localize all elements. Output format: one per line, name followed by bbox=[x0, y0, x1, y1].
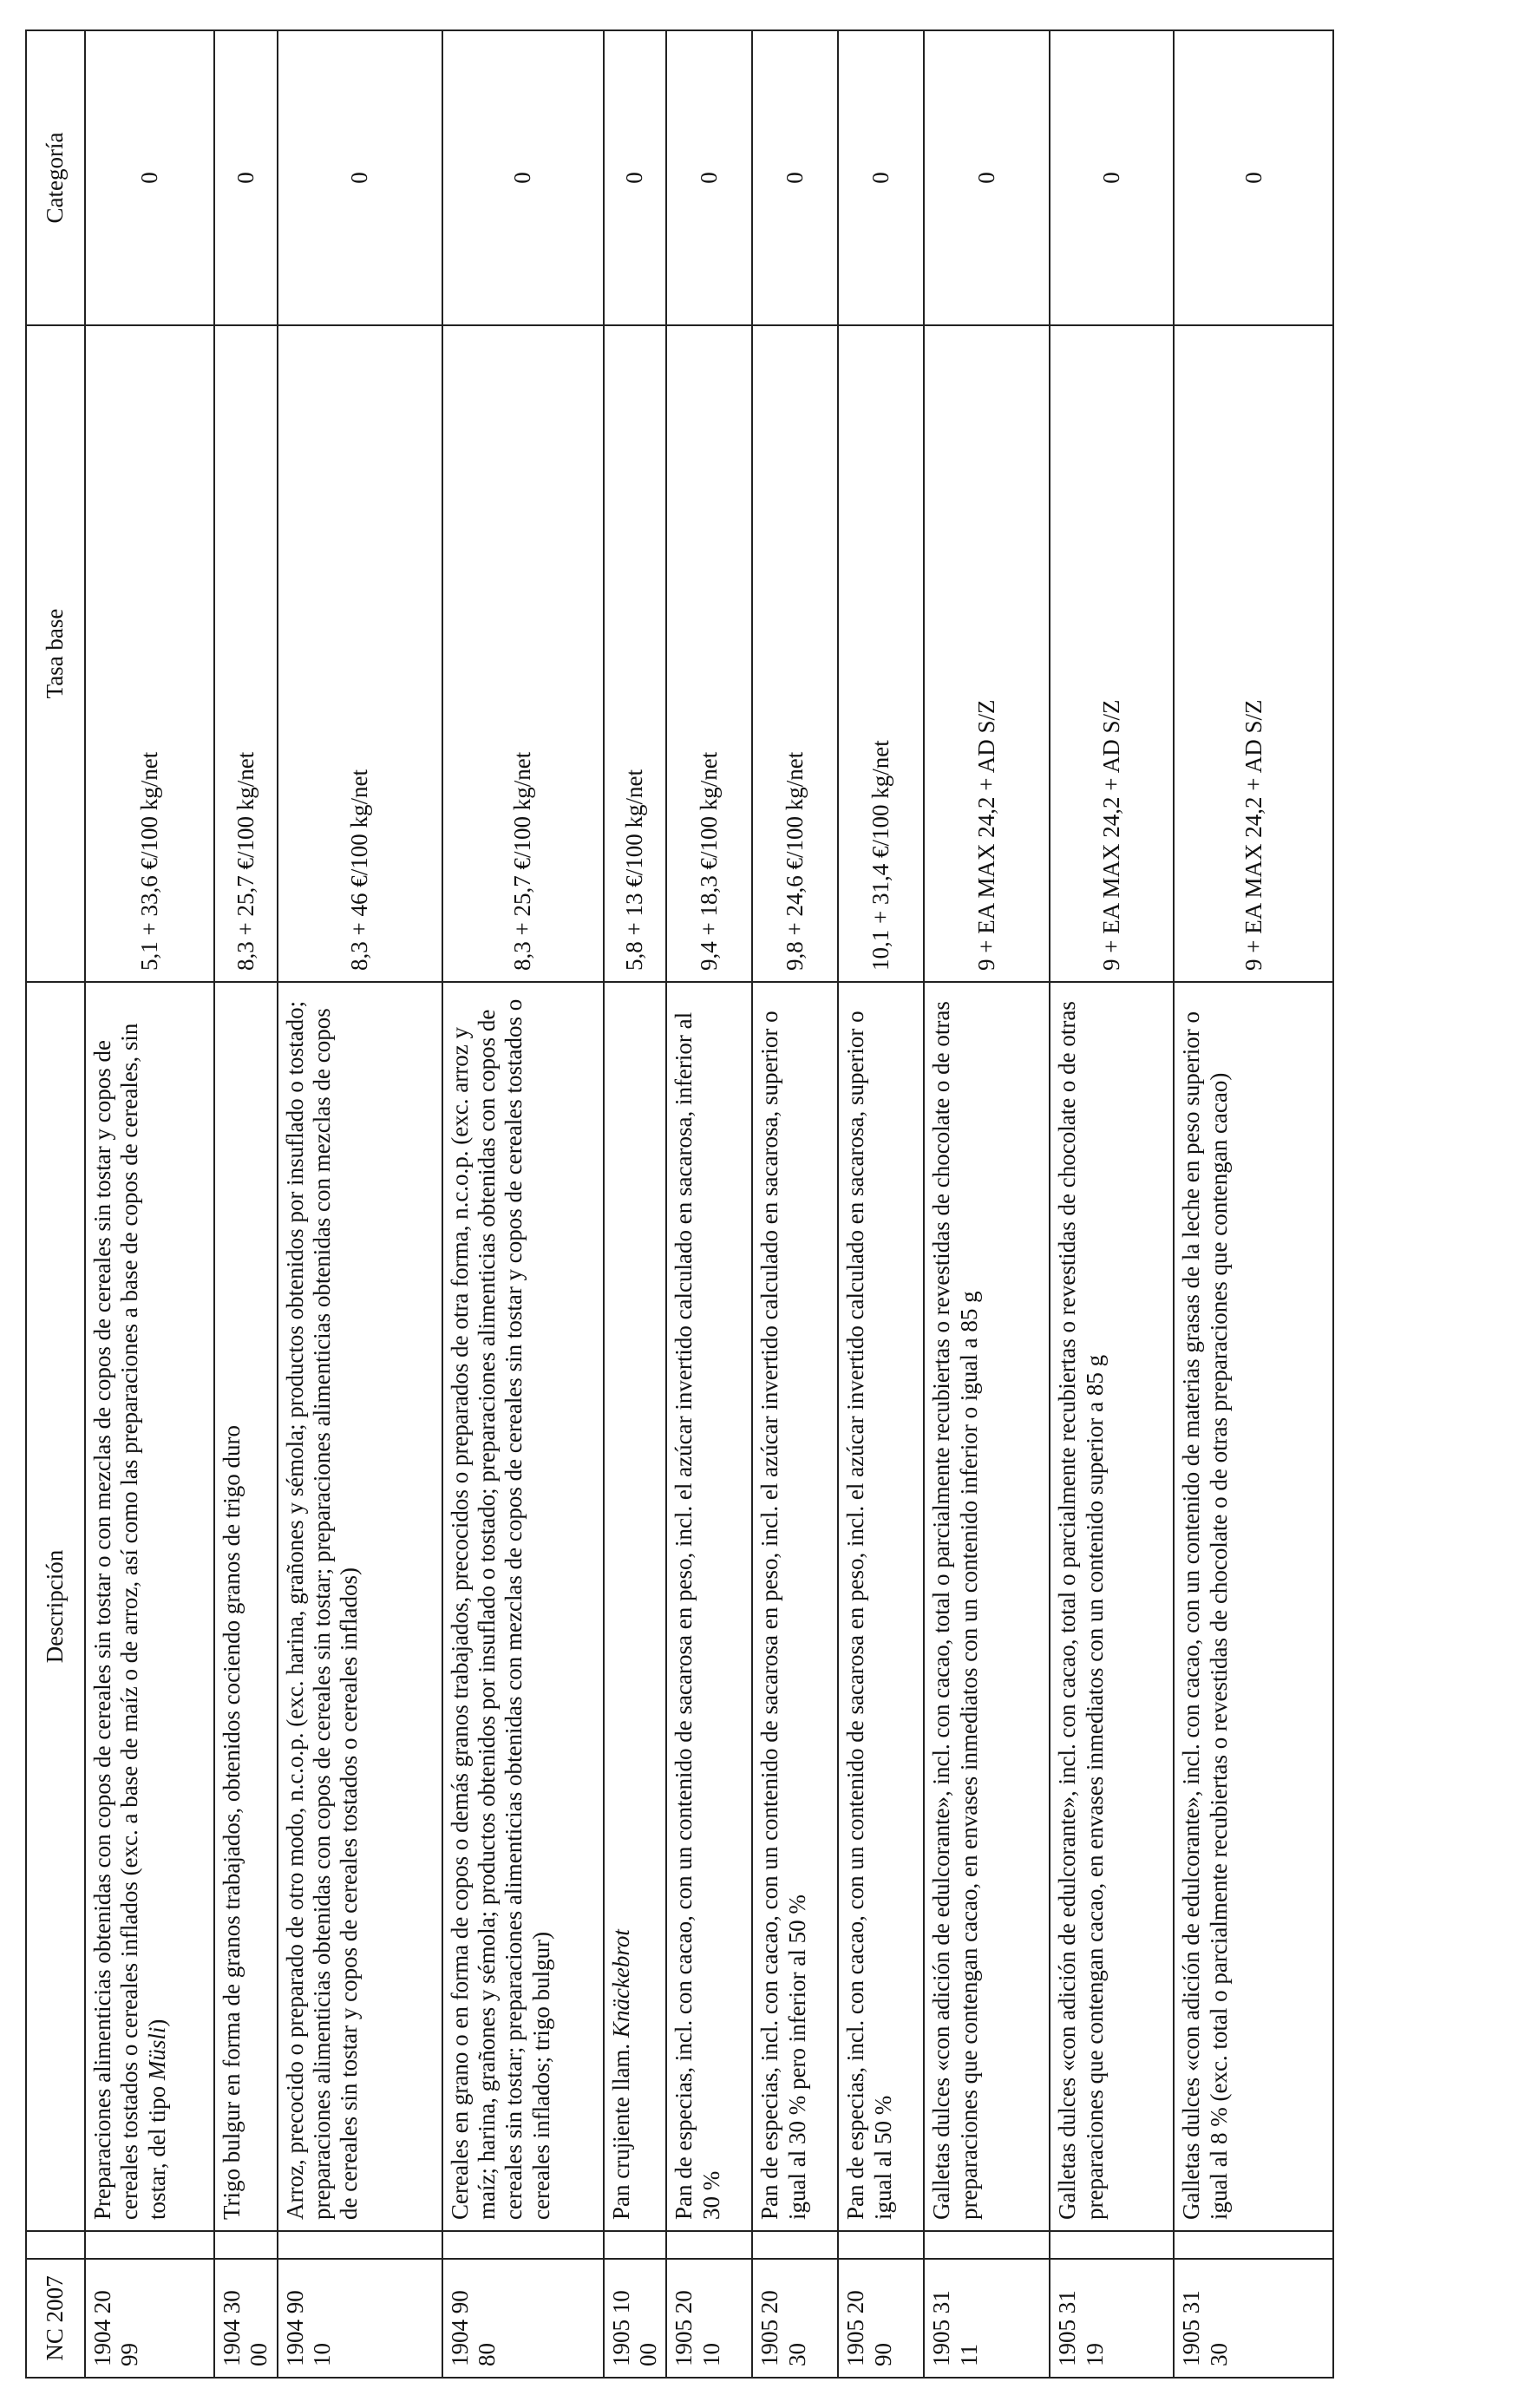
row-rate: 5,8 + 13 €/100 kg/net bbox=[604, 325, 667, 982]
table-row bbox=[838, 30, 924, 2378]
header-rate: Tasa base bbox=[26, 325, 85, 982]
table-row bbox=[924, 30, 1050, 2378]
table-row bbox=[666, 30, 752, 2378]
row-blank bbox=[924, 2231, 1050, 2259]
tariff-table bbox=[25, 29, 1334, 2379]
header-category: Categoría bbox=[26, 30, 85, 325]
row-category: 0 bbox=[924, 30, 1050, 325]
row-code: 1905 31 30 bbox=[1174, 2259, 1333, 2378]
row-code: 1904 30 00 bbox=[214, 2259, 278, 2378]
row-rate: 9 + EA MAX 24,2 + AD S/Z bbox=[1050, 325, 1174, 982]
row-description: Preparaciones alimenticias obtenidas con copos de cereales sin tostar o con mezclas de copos de cereales sin tostar y copos de cereales tostados o cereales inflados (exc. a base de maíz o de arroz, así como las preparaciones a base de copos de cereales, sin tostar, del tipo Müsli) bbox=[85, 982, 214, 2231]
row-rate: 8,3 + 25,7 €/100 kg/net bbox=[214, 325, 278, 982]
row-blank bbox=[838, 2231, 924, 2259]
row-category: 0 bbox=[1050, 30, 1174, 325]
row-description: Galletas dulces «con adición de edulcorante», incl. con cacao, total o parcialmente recubiertas o revestidas de chocolate o de otras preparaciones que contengan cacao, en envases inmediatos con un contenido inferior o igual a 85 g bbox=[924, 982, 1050, 2231]
row-description: Pan de especias, incl. con cacao, con un contenido de sacarosa en peso, incl. el azúcar invertido calculado en sacarosa, superior o igual al 30 % pero inferior al 50 % bbox=[752, 982, 838, 2231]
row-description: Pan de especias, incl. con cacao, con un contenido de sacarosa en peso, incl. el azúcar invertido calculado en sacarosa, superior o igual al 50 % bbox=[838, 982, 924, 2231]
row-blank bbox=[214, 2231, 278, 2259]
row-code: 1905 10 00 bbox=[604, 2259, 667, 2378]
table-row bbox=[278, 30, 442, 2378]
row-description: Galletas dulces «con adición de edulcorante», incl. con cacao, total o parcialmente recubiertas o revestidas de chocolate o de otras preparaciones que contengan cacao, en envases inmediatos con un contenido superior a 85 g bbox=[1050, 982, 1174, 2231]
row-code: 1904 90 10 bbox=[278, 2259, 442, 2378]
table-row bbox=[1174, 30, 1333, 2378]
header-row bbox=[26, 30, 85, 2378]
row-blank bbox=[752, 2231, 838, 2259]
table-row bbox=[214, 30, 278, 2378]
row-description: Cereales en grano o en forma de copos o demás granos trabajados, precocidos o preparados de otra forma, n.c.o.p. (exc. arroz y maíz; harina, grañones y sémola; productos obtenidos por insuflado o tostado; preparaciones alimenticias obtenidas con copos de cereales sin tostar; preparaciones alimenticias obtenidas con mezclas de copos de cereales sin tostar y copos de cereales tostados o cereales inflados; trigo bulgur) bbox=[442, 982, 604, 2231]
row-rate: 9 + EA MAX 24,2 + AD S/Z bbox=[1174, 325, 1333, 982]
row-blank bbox=[666, 2231, 752, 2259]
row-blank bbox=[1174, 2231, 1333, 2259]
row-description: Pan de especias, incl. con cacao, con un contenido de sacarosa en peso, incl. el azúcar invertido calculado en sacarosa, inferior al 30 % bbox=[666, 982, 752, 2231]
row-rate: 9,4 + 18,3 €/100 kg/net bbox=[666, 325, 752, 982]
row-code: 1905 31 19 bbox=[1050, 2259, 1174, 2378]
row-category: 0 bbox=[85, 30, 214, 325]
row-blank bbox=[1050, 2231, 1174, 2259]
row-code: 1905 20 10 bbox=[666, 2259, 752, 2378]
row-rate: 9 + EA MAX 24,2 + AD S/Z bbox=[924, 325, 1050, 982]
row-category: 0 bbox=[214, 30, 278, 325]
header-blank bbox=[26, 2231, 85, 2259]
row-code: 1905 20 30 bbox=[752, 2259, 838, 2378]
row-category: 0 bbox=[666, 30, 752, 325]
row-blank bbox=[278, 2231, 442, 2259]
row-code: 1905 31 11 bbox=[924, 2259, 1050, 2378]
row-description: Pan crujiente llam. Knäckebrot bbox=[604, 982, 667, 2231]
row-rate: 10,1 + 31,4 €/100 kg/net bbox=[838, 325, 924, 982]
header-description: Descripción bbox=[26, 982, 85, 2231]
row-code: 1905 20 90 bbox=[838, 2259, 924, 2378]
row-blank bbox=[442, 2231, 604, 2259]
header-code: NC 2007 bbox=[26, 2259, 85, 2378]
row-blank bbox=[604, 2231, 667, 2259]
row-blank bbox=[85, 2231, 214, 2259]
row-description: Arroz, precocido o preparado de otro modo, n.c.o.p. (exc. harina, grañones y sémola; productos obtenidos por insuflado o tostado; preparaciones alimenticias obtenidas con copos de cereales sin tostar; preparaciones alimenticias obtenidas con mezclas de copos de cereales sin tostar y copos de cereales tostados o cereales inflados) bbox=[278, 982, 442, 2231]
row-description: Galletas dulces «con adición de edulcorante», incl. con cacao, con un contenido de materias grasas de la leche en peso superior o igual al 8 % (exc. total o parcialmente recubiertas o revestidas de chocolate o de otras preparaciones que contengan cacao) bbox=[1174, 982, 1333, 2231]
table-row bbox=[1050, 30, 1174, 2378]
row-category: 0 bbox=[442, 30, 604, 325]
row-category: 0 bbox=[1174, 30, 1333, 325]
table-row bbox=[604, 30, 667, 2378]
row-rate: 8,3 + 46 €/100 kg/net bbox=[278, 325, 442, 982]
table-row bbox=[442, 30, 604, 2378]
row-rate: 5,1 + 33,6 €/100 kg/net bbox=[85, 325, 214, 982]
row-code: 1904 20 99 bbox=[85, 2259, 214, 2378]
table-row bbox=[752, 30, 838, 2378]
row-rate: 8,3 + 25,7 €/100 kg/net bbox=[442, 325, 604, 982]
row-code: 1904 90 80 bbox=[442, 2259, 604, 2378]
row-category: 0 bbox=[838, 30, 924, 325]
row-category: 0 bbox=[278, 30, 442, 325]
row-category: 0 bbox=[752, 30, 838, 325]
row-category: 0 bbox=[604, 30, 667, 325]
row-rate: 9,8 + 24,6 €/100 kg/net bbox=[752, 325, 838, 982]
row-description: Trigo bulgur en forma de granos trabajados, obtenidos cociendo granos de trigo duro bbox=[214, 982, 278, 2231]
table-row bbox=[85, 30, 214, 2378]
